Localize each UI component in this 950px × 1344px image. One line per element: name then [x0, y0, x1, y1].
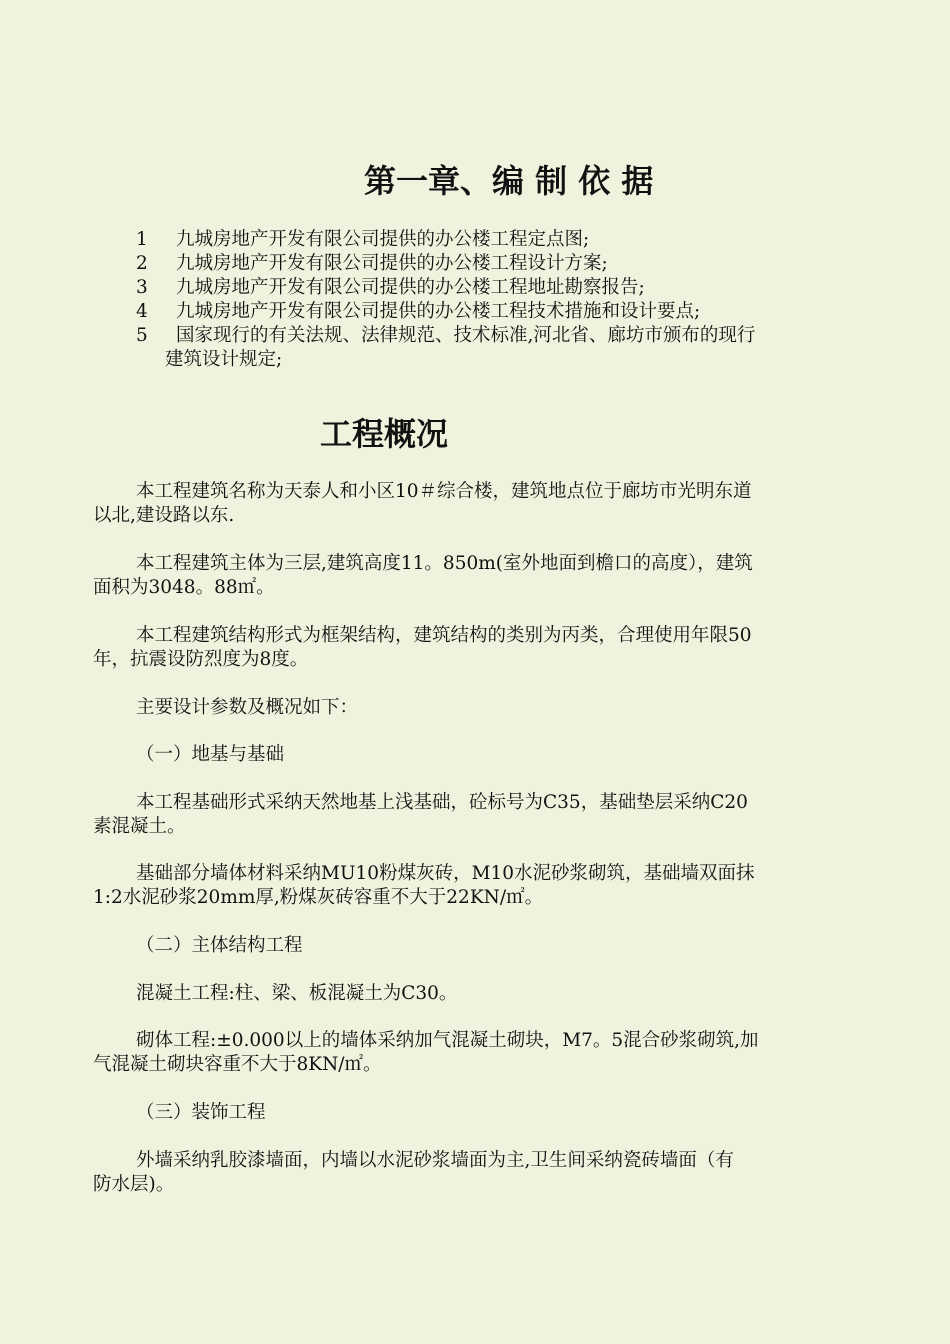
paragraph-line: 气混凝土砌块容重不大于8KN/㎡。: [93, 1054, 382, 1075]
paragraph-line: 本工程建筑结构形式为框架结构，建筑结构的类别为丙类，合理使用年限50: [136, 625, 752, 646]
list-item: [136, 228, 755, 252]
paragraph-line: 混凝土工程:柱、梁、板混凝土为C30。: [136, 983, 458, 1004]
paragraph-line: 主要设计参数及概况如下：: [136, 697, 359, 718]
paragraph-line: 外墙采纳乳胶漆墙面，内墙以水泥砂浆墙面为主,卫生间采纳瓷砖墙面（有: [136, 1150, 734, 1171]
subsection-heading: [93, 934, 883, 958]
paragraph-line: （一）地基与基础: [136, 744, 285, 765]
paragraph-line: 本工程建筑名称为天泰人和小区10＃综合楼，建筑地点位于廊坊市光明东道: [136, 481, 752, 502]
paragraph-line: 以北,建设路以东.: [93, 505, 235, 526]
paragraph-line: 防水层)。: [93, 1174, 175, 1195]
paragraph: [93, 982, 883, 1006]
paragraph-line: 砌体工程:±0.000以上的墙体采纳加气混凝土砌块，M7。5混合砂浆砌筑,加: [136, 1030, 759, 1051]
list-item-number: 4: [136, 301, 148, 322]
list-item-text: 九城房地产开发有限公司提供的办公楼工程定点图;: [176, 229, 590, 250]
paragraph-line: 本工程建筑主体为三层,建筑高度11。850m(室外地面到檐口的高度），建筑: [136, 553, 753, 574]
list-item-text: 九城房地产开发有限公司提供的办公楼工程地址勘察报告;: [176, 277, 645, 298]
list-item: [136, 276, 755, 300]
list-item-text: 国家现行的有关法规、法律规范、技术标准,河北省、廊坊市颁布的现行: [176, 325, 756, 346]
paragraph-line: 年，抗震设防烈度为8度。: [93, 649, 309, 670]
section-heading: 工程概况: [320, 415, 449, 453]
list-item-number: 1: [136, 229, 148, 250]
basis-list: [136, 228, 755, 372]
paragraph-line: 基础部分墙体材料采纳MU10粉煤灰砖，M10水泥砂浆砌筑，基础墙双面抹: [136, 863, 755, 884]
paragraph: [93, 862, 883, 910]
list-item-continuation: 建筑设计规定;: [165, 349, 283, 370]
list-item: [136, 252, 755, 276]
list-item-number: 2: [136, 253, 148, 274]
paragraph-line: 素混凝土。: [93, 816, 186, 837]
paragraph-line: 本工程基础形式采纳天然地基上浅基础，砼标号为C35，基础垫层采纳C20: [136, 792, 748, 813]
paragraph-line: 1:2水泥砂浆20mm厚,粉煤灰砖容重不大于22KN/㎡。: [93, 887, 544, 908]
subsection-heading: [93, 743, 883, 767]
subsection-heading: [93, 1101, 883, 1125]
list-item-number: 5: [136, 325, 148, 346]
list-item-number: 3: [136, 277, 148, 298]
paragraph: [93, 552, 883, 600]
paragraph: [93, 1029, 883, 1077]
paragraph: [93, 1149, 883, 1197]
list-item-text: 九城房地产开发有限公司提供的办公楼工程技术措施和设计要点;: [176, 301, 701, 322]
paragraph: [93, 696, 883, 720]
list-item-text: 九城房地产开发有限公司提供的办公楼工程设计方案;: [176, 253, 608, 274]
paragraph: [93, 480, 883, 528]
chapter-heading: 第一章、编 制 依 据: [364, 162, 654, 200]
list-item: [136, 324, 755, 348]
paragraph: [93, 791, 883, 839]
paragraph-line: （二）主体结构工程: [136, 935, 303, 956]
paragraph-line: （三）装饰工程: [136, 1102, 266, 1123]
paragraph-line: 面积为3048。88㎡。: [93, 577, 275, 598]
paragraph: [93, 624, 883, 672]
list-item: [136, 300, 755, 324]
